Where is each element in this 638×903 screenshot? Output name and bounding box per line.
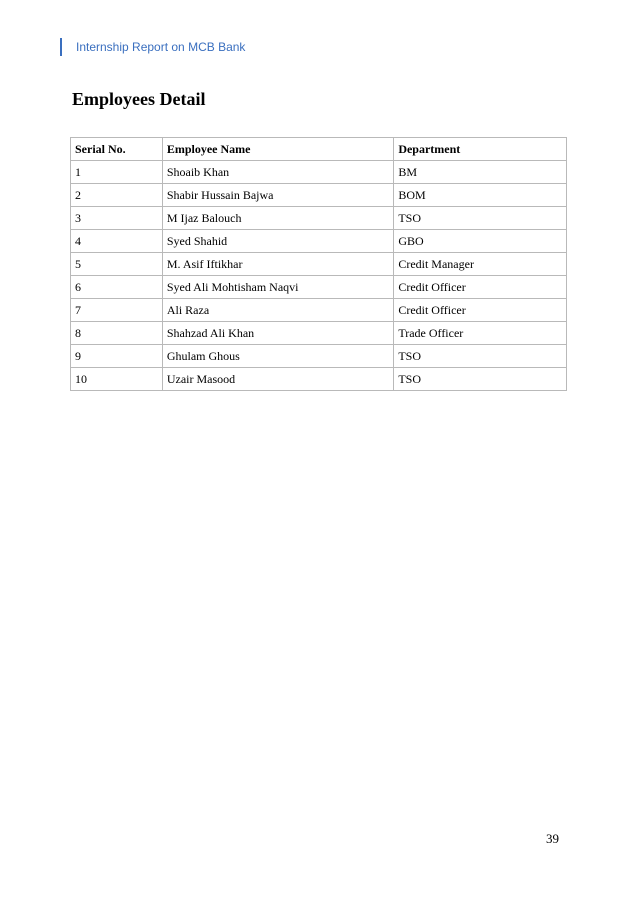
serial-cell: 3 xyxy=(71,207,163,230)
department-cell: BM xyxy=(394,161,567,184)
serial-cell: 5 xyxy=(71,253,163,276)
serial-cell: 8 xyxy=(71,322,163,345)
department-cell: TSO xyxy=(394,345,567,368)
page-header xyxy=(60,38,245,56)
department-cell: BOM xyxy=(394,184,567,207)
department-cell: GBO xyxy=(394,230,567,253)
table-row xyxy=(71,207,567,230)
header-accent-bar xyxy=(60,38,62,56)
employee-name-cell: Shoaib Khan xyxy=(162,161,393,184)
department-cell: TSO xyxy=(394,368,567,391)
page-number: 39 xyxy=(546,831,559,846)
employee-name-cell: Ghulam Ghous xyxy=(162,345,393,368)
table-row xyxy=(71,345,567,368)
serial-cell: 4 xyxy=(71,230,163,253)
serial-cell: 1 xyxy=(71,161,163,184)
table-row xyxy=(71,276,567,299)
department-cell: TSO xyxy=(394,207,567,230)
table-row xyxy=(71,322,567,345)
column-header-serial: Serial No. xyxy=(71,138,163,161)
header-title: Internship Report on MCB Bank xyxy=(76,40,246,54)
employee-name-cell: Shabir Hussain Bajwa xyxy=(162,184,393,207)
department-cell: Credit Manager xyxy=(394,253,567,276)
employee-name-cell: Shahzad Ali Khan xyxy=(162,322,393,345)
serial-cell: 10 xyxy=(71,368,163,391)
column-header-employee-name: Employee Name xyxy=(162,138,393,161)
column-header-department: Department xyxy=(394,138,567,161)
serial-cell: 9 xyxy=(71,345,163,368)
employee-name-cell: M Ijaz Balouch xyxy=(162,207,393,230)
department-cell: Credit Officer xyxy=(394,299,567,322)
section-title: Employees Detail xyxy=(72,89,206,109)
employee-name-cell: Syed Ali Mohtisham Naqvi xyxy=(162,276,393,299)
table-row xyxy=(71,299,567,322)
serial-cell: 7 xyxy=(71,299,163,322)
table-row xyxy=(71,253,567,276)
serial-cell: 2 xyxy=(71,184,163,207)
table-row xyxy=(71,184,567,207)
employee-name-cell: Syed Shahid xyxy=(162,230,393,253)
department-cell: Credit Officer xyxy=(394,276,567,299)
table-header-row xyxy=(71,138,567,161)
employee-name-cell: Uzair Masood xyxy=(162,368,393,391)
employee-name-cell: Ali Raza xyxy=(162,299,393,322)
employees-table xyxy=(70,137,567,391)
serial-cell: 6 xyxy=(71,276,163,299)
department-cell: Trade Officer xyxy=(394,322,567,345)
table-row xyxy=(71,368,567,391)
employee-name-cell: M. Asif Iftikhar xyxy=(162,253,393,276)
table-row xyxy=(71,161,567,184)
table-row xyxy=(71,230,567,253)
